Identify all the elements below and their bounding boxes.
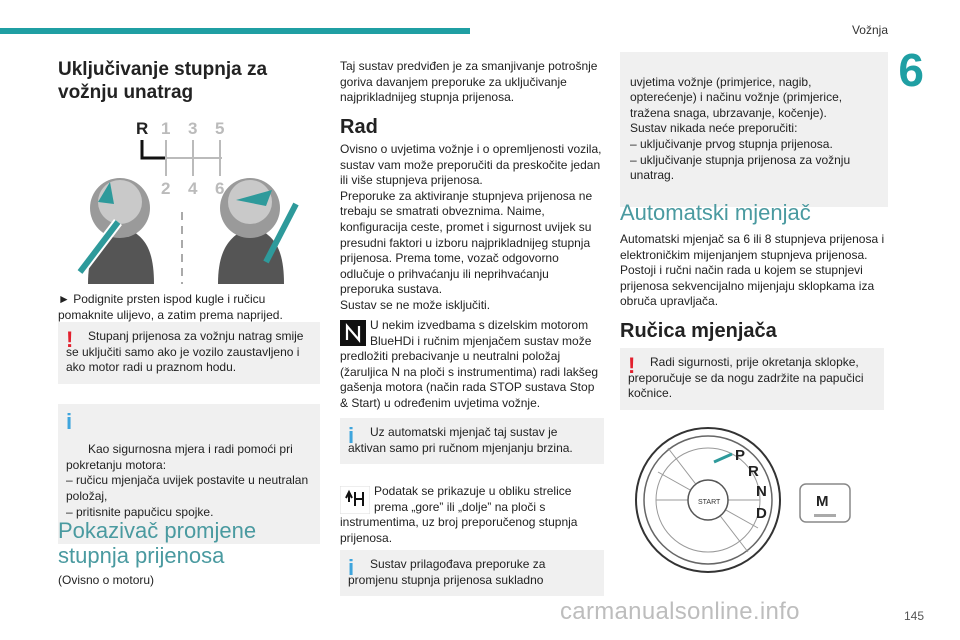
auto-info-box bbox=[340, 418, 604, 464]
gear-arrow-icon bbox=[340, 486, 370, 514]
adapt-info-box bbox=[340, 550, 604, 596]
adapt-info-text: Sustav prilagođava preporuke za promjenu stupnja prijenosa sukladno bbox=[348, 557, 546, 587]
warning-icon: ! bbox=[66, 327, 74, 352]
dial-label-p: P bbox=[735, 447, 746, 464]
info-icon: i bbox=[348, 555, 355, 580]
m-button-label: M bbox=[816, 493, 829, 510]
info-icon: i bbox=[348, 423, 355, 448]
chapter-number: 6 bbox=[898, 44, 924, 96]
reverse-gear-step: ► Podignite prsten ispod kugle i ručicu pomaknite ulijevo, a zatim prema naprijed. bbox=[58, 292, 283, 322]
gate-label-3: 3 bbox=[188, 119, 198, 138]
reverse-warning-box bbox=[58, 322, 320, 384]
gear-indicator-note: (Ovisno o motoru) bbox=[58, 573, 155, 587]
dial-label-d: D bbox=[756, 505, 767, 522]
gate-label-6: 6 bbox=[215, 179, 225, 198]
dial-label-r: R bbox=[748, 463, 759, 480]
page-number: 145 bbox=[903, 609, 924, 623]
neutral-indicator-icon bbox=[340, 320, 366, 346]
bluehdi-text: U nekim izvedbama s dizelskim motorom BlueHDi i ručnim mjenjačem sustav može predložiti prebacivanje u neutralni položaj (žaruljica N na ploči s instrumentima) radi lakšeg gašenja motora (način rada STOP sustava Stop & Start) u određenim uvjetima vožnje. bbox=[340, 318, 599, 410]
gate-label-1: 1 bbox=[161, 119, 171, 138]
info-icon: i bbox=[66, 409, 73, 434]
gate-label-r: R bbox=[136, 119, 149, 138]
continued-info-box bbox=[620, 52, 888, 207]
gear-selector-illustration bbox=[628, 418, 878, 578]
auto-gearbox-text: Automatski mjenjač sa 6 ili 8 stupnjeva prijenosa i elektroničkim mijenjanjem stupnjeva prijenosa. Postoji i ručni način rada u kojem se stupnjevi prijenosa sekvencijalno mijenjaju sklopkama iza obruča upravljača. bbox=[620, 232, 885, 309]
section-name: Vožnja bbox=[851, 23, 888, 37]
reverse-info-text: Kao sigurnosna mjera i radi pomoći pri pokretanju motora: – ručicu mjenjača uvijek postavite u neutralan položaj, – pritisnite papučicu spojke. bbox=[66, 442, 309, 519]
reverse-gear-title: Uključivanje stupnja za vožnju unatrag bbox=[58, 59, 268, 103]
rad-text: Ovisno o uvjetima vožnje i o opremljenosti vozila, sustav vam može preporučiti da preskočite jedan ili više stupnjeva prijenosa. Preporuke za aktiviranje stupnjeva prijenosa ne trebaju se smatrati obveznima. Naime, konfiguracija ceste, promet i sigurnost uvijek su presudni faktori u izboru najprikladnijeg stupnja prijenosa. Prema tome, vozač odgovorno odlučuje o prihvaćanju ili neprihvaćanju preporuka sustava. Sustav se ne može isključiti. bbox=[340, 142, 602, 312]
continued-info-text: uvjetima vožnje (primjerice, nagib, opterećenje) i načinu vožnje (primjerice, tražena snaga, ubrzavanje, kočenje). Sustav nikada neće preporučiti: – uključivanje prvog stupnja prijenosa. – uključivanje stupnja prijenosa za vožnju unatrag. bbox=[630, 74, 851, 183]
gear-indicator-title: Pokazivač promjene stupnja prijenosa bbox=[58, 518, 257, 568]
lever-warning-box bbox=[620, 348, 884, 410]
rad-title: Rad bbox=[340, 116, 378, 138]
gate-label-5: 5 bbox=[215, 119, 225, 138]
reverse-gear-illustration bbox=[58, 112, 320, 284]
arrow-text: Podatak se prikazuje u obliku strelice prema „gore” ili „dolje” na ploči s instrumentima, uz broj preporučenog stupnja prijenosa. bbox=[340, 484, 578, 545]
warning-icon: ! bbox=[628, 353, 636, 378]
start-label: START bbox=[698, 499, 721, 506]
gate-label-4: 4 bbox=[188, 179, 198, 198]
lever-warning-text: Radi sigurnosti, prije okretanja sklopke, preporučuje se da nogu zadržite na papučici kočnice. bbox=[628, 355, 864, 401]
reverse-warning-text: Stupanj prijenosa za vožnju natrag smije se uključiti samo ako je vozilo zaustavljeno i ako motor radi u praznom hodu. bbox=[66, 329, 304, 375]
lever-title: Ručica mjenjača bbox=[620, 320, 777, 342]
arrow-block bbox=[340, 484, 604, 546]
bluehdi-block bbox=[340, 318, 604, 412]
dial-label-n: N bbox=[756, 483, 767, 500]
auto-gearbox-title: Automatski mjenjač bbox=[620, 200, 811, 225]
gate-label-2: 2 bbox=[161, 179, 171, 198]
auto-info-text: Uz automatski mjenjač taj sustav je aktivan samo pri ručnom mjenjanju brzina. bbox=[348, 425, 573, 455]
header-bar bbox=[0, 28, 470, 34]
watermark: carmanualsonline.info bbox=[560, 598, 800, 625]
gsi-intro: Taj sustav predviđen je za smanjivanje potrošnje goriva davanjem preporuke za uključivanje najprikladnijeg stupnja prijenosa. bbox=[340, 59, 598, 105]
